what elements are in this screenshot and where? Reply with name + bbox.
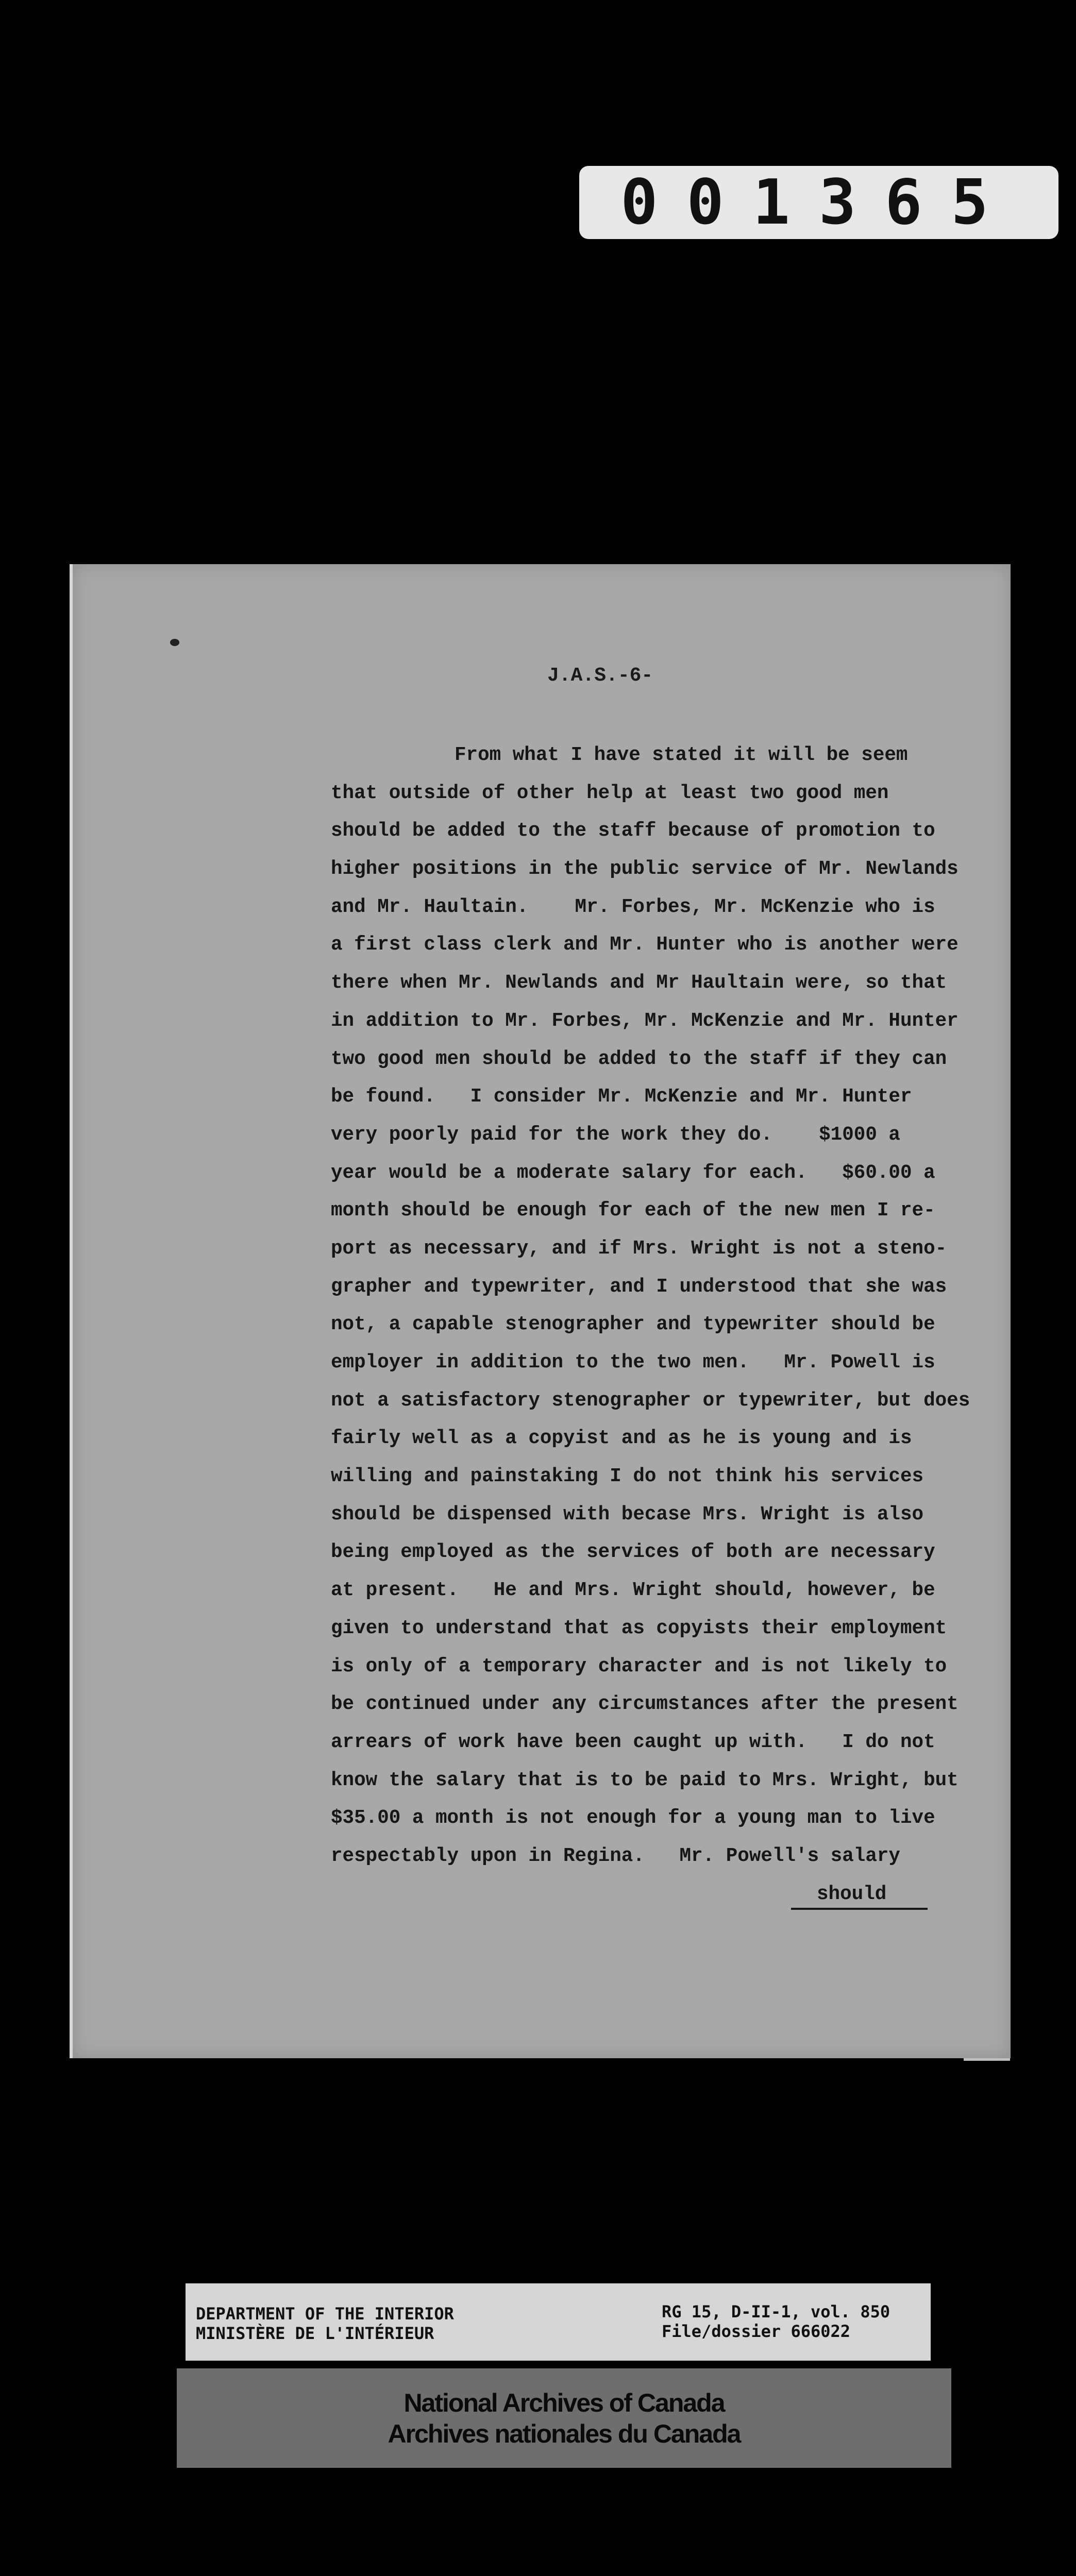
- text-line: should be dispensed with becase Mrs. Wright is also: [331, 1503, 924, 1526]
- text-line: know the salary that is to be paid to Mrs. Wright, but: [331, 1769, 959, 1791]
- text-line: in addition to Mr. Forbes, Mr. McKenzie and Mr. Hunter: [331, 1010, 959, 1032]
- text-line: respectably upon in Regina. Mr. Powell's salary: [331, 1845, 900, 1867]
- frame-number-label: [579, 166, 1058, 239]
- text-line: month should be enough for each of the new men I re-: [331, 1200, 935, 1222]
- text-line: port as necessary, and if Mrs. Wright is not a steno-: [331, 1238, 947, 1260]
- text-line: is only of a temporary character and is not likely to: [331, 1655, 947, 1677]
- text-line: be found. I consider Mr. McKenzie and Mr. Hunter: [331, 1086, 912, 1108]
- text-line: higher positions in the public service of Mr. Newlands: [331, 858, 959, 880]
- text-line: employer in addition to the two men. Mr. Powell is: [331, 1352, 935, 1374]
- archives-name-en: National Archives of Canada: [404, 2388, 725, 2417]
- text-line: that outside of other help at least two good men: [331, 782, 889, 804]
- text-line: From what I have stated it will be seem: [455, 744, 908, 766]
- text-line: year would be a moderate salary for each. $60.00 a: [331, 1162, 935, 1184]
- text-line: should be added to the staff because of promotion to: [331, 820, 935, 842]
- archive-reference-label: [186, 2283, 931, 2361]
- archives-name-fr: Archives nationales du Canada: [388, 2419, 741, 2448]
- text-line: fairly well as a copyist and as he is young and is: [331, 1428, 912, 1450]
- department-fr: MINISTÈRE DE L'INTÉRIEUR: [196, 2324, 434, 2343]
- text-line: not a satisfactory stenographer or typewriter, but does: [331, 1389, 970, 1412]
- catchword: should: [791, 1883, 928, 1910]
- text-line: very poorly paid for the work they do. $1000 a: [331, 1124, 900, 1146]
- text-line: and Mr. Haultain. Mr. Forbes, Mr. McKenzie who is: [331, 896, 935, 918]
- text-line: two good men should be added to the staff if they can: [331, 1048, 947, 1070]
- text-line: being employed as the services of both are necessary: [331, 1541, 935, 1564]
- text-line: willing and painstaking I do not think his services: [331, 1466, 924, 1488]
- text-line: a first class clerk and Mr. Hunter who is another were: [331, 934, 959, 956]
- letter-body: [331, 737, 980, 1876]
- text-line: there when Mr. Newlands and Mr Haultain were, so that: [331, 972, 947, 994]
- page-heading: J.A.S.-6-: [547, 665, 653, 687]
- text-line: arrears of work have been caught up with. I do not: [331, 1731, 935, 1753]
- text-line: given to understand that as copyists their employment: [331, 1617, 947, 1639]
- ink-mark: [170, 639, 179, 646]
- file-number: File/dossier 666022: [662, 2321, 851, 2341]
- record-group: RG 15, D-II-1, vol. 850: [662, 2302, 890, 2321]
- text-line: $35.00 a month is not enough for a young man to live: [331, 1807, 935, 1829]
- text-line: be continued under any circumstances after the present: [331, 1693, 959, 1716]
- department-en: DEPARTMENT OF THE INTERIOR: [196, 2304, 454, 2324]
- text-line: not, a capable stenographer and typewriter should be: [331, 1314, 935, 1336]
- archives-banner: [177, 2368, 951, 2468]
- text-line: at present. He and Mrs. Wright should, however, be: [331, 1580, 935, 1602]
- text-line: grapher and typewriter, and I understood that she was: [331, 1276, 947, 1298]
- frame-number: 001365: [620, 166, 1017, 239]
